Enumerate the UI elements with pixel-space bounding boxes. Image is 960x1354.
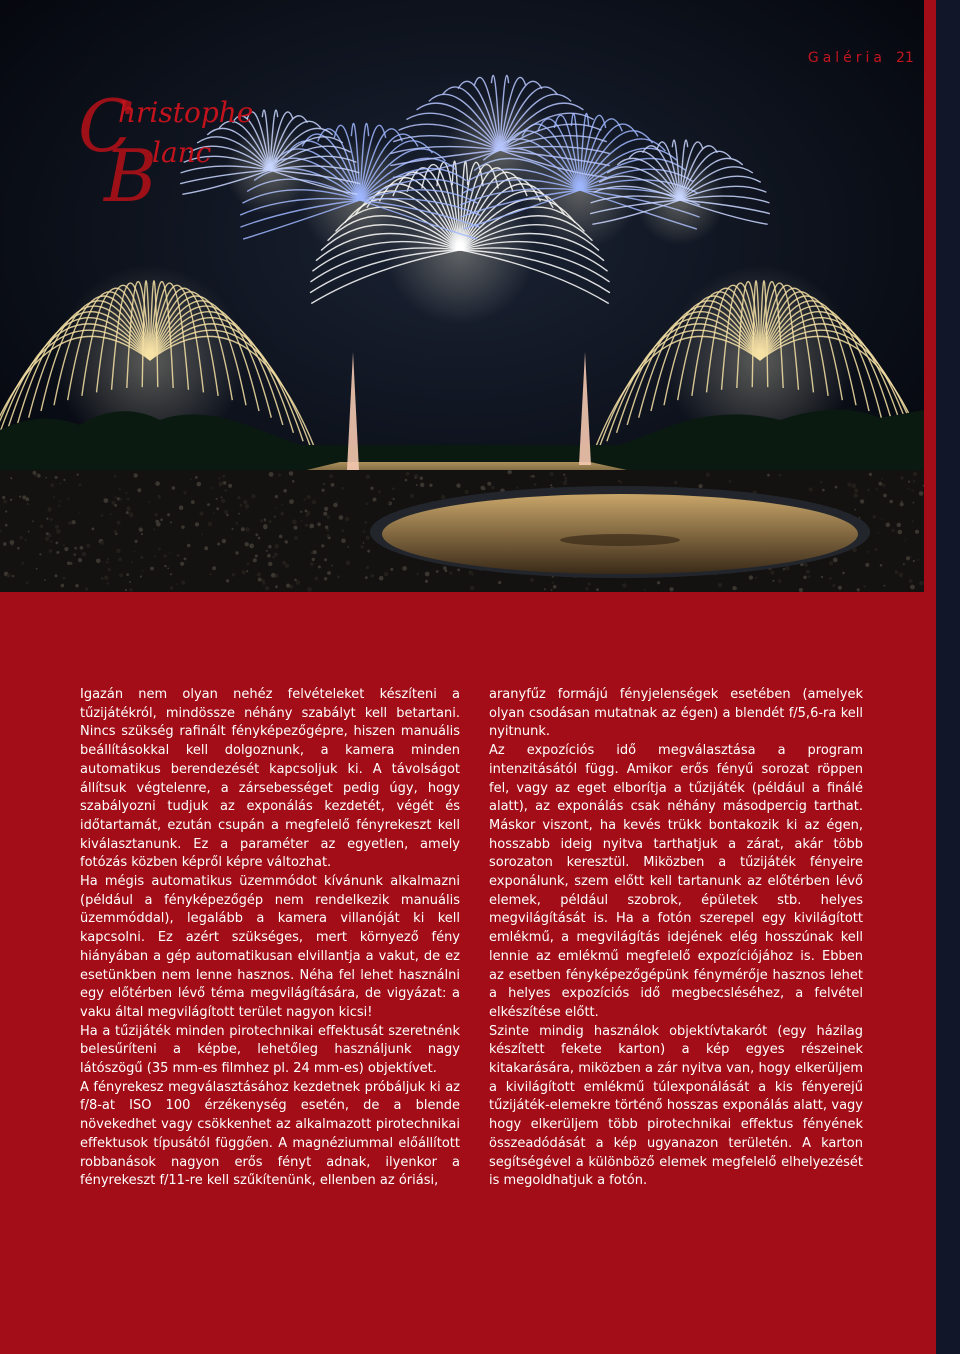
fireworks-photo	[0, 0, 924, 592]
text-column-right	[489, 686, 863, 1191]
paragraph: Ha a tűzijáték minden pirotechnikai effektusát szeretnénk belesűríteni a képbe, lehetőleg használjunk nagy látószögű (35 mm-es filmhez pl. 24 mm-es) objektívet.	[80, 1023, 460, 1077]
paragraph: Szinte mindig használok objektívtakarót (egy házilag készített fekete karton) a kép egyes részeinek kitakarására, miközben a zár nyitva van, hogy elkerüljem a kivilágított emlékmű túlexponálását a kis fényerejű tűzijáték-elemekre történő hosszas exponálás alatt, vagy hogy elkerüljem több pirotechnikai effektus fényének összeadódását a kép ugyanazon területén. A karton segítségével a különböző elemek megfelelő elhelyezését is megoldhatjuk a fotón.	[489, 1023, 863, 1189]
author-last-rest: lanc	[152, 136, 212, 169]
author-first-rest: hristophe	[118, 96, 254, 129]
text-column-left	[80, 686, 460, 1191]
fireworks-illustration	[0, 0, 924, 592]
author-first-initial: C	[78, 84, 134, 168]
author-last-initial: B	[104, 134, 157, 218]
right-red-strip	[924, 0, 936, 1354]
paragraph: Igazán nem olyan nehéz felvételeket készíteni a tűzijátékról, mindössze néhány szabályt kell betartani. Nincs szükség rafinált fényképezőgépre, hiszen manuális beállításokkal kell dolgoznunk, a kamera minden automatikus berendezését kapcsoljuk ki. A távolságot állítsuk végtelenre, a zársebességet pedig úgy, hogy szabályozni tudjuk az exponálás kezdetét, végét és időtartamát, ezután csupán a megfelelő fényrekeszt kell kiválasztanunk. Ez a paraméter az egyetlen, amely fotózás közben képről képre változhat.	[80, 687, 460, 871]
paragraph: Az expozíciós idő megválasztása a program intenzitásától függ. Amikor erős fényű sorozat röppen fel, vagy az eget elborítja a tűzijáték (például a finálé alatt), az exponálás csak néhány másodpercig tarthat. Máskor viszont, ha kevés trükk bontakozik ki az égen, hosszabb ideig nyitva tarthatjuk a zárat, akár több sorozaton keresztül. Miközben a tűzijáték fényeire exponálunk, szem előtt kell tartanunk az előtérben lévő elemek, például szobrok, épületek stb. helyes megvilágítását is. Ha a fotón szerepel egy kivilágított emlékmű, a megvilágítás idejének elég hosszúnak kell lennie az emlékmű megfelelő expozíciójához is. Ebben az esetben fényképezőgépünk fénymérője hasznos lehet a helyes expozíciós idő megbecsléséhez, a felvétel elkészítése előtt.	[489, 743, 863, 1020]
section-title: Galéria	[807, 50, 886, 66]
page-number: 21	[896, 50, 914, 66]
paragraph: Ha mégis automatikus üzemmódot kívánunk alkalmazni (például a fényképezőgép nem rendelkezik manuális üzemmóddal), legalább a kamera villanóját ki kell kapcsolni. Ez azért szükséges, mert környező fény hiányában a gép automatikusan elvillantja a vakut, de ez esetünkben nem lenne hasznos. Néha fel lehet használni egy előtérben lévő téma megvilágítására, de vigyázat: a vaku által megvilágított terület nagyon kicsi!	[80, 874, 460, 1020]
paragraph: A fényrekesz megválasztásához kezdetnek próbáljuk ki az f/8-at ISO 100 érzékenység esetén, de a blende növekedhet vagy csökkenhet az alkalmazott pirotechnikai effektusok típusától függően. A magnéziummal előállított robbanások nagyon erős fényt adnak, ilyenkor a fényrekeszt f/11-re kell szűkítenünk, ellenben az óriási,	[80, 1079, 460, 1189]
right-navy-strip	[936, 0, 960, 1354]
paragraph: aranyfűz formájú fényjelenségek esetében (amelyek olyan csodásan mutatnak az égen) a blendét f/5,6-ra kell nyitnunk.	[489, 687, 863, 740]
